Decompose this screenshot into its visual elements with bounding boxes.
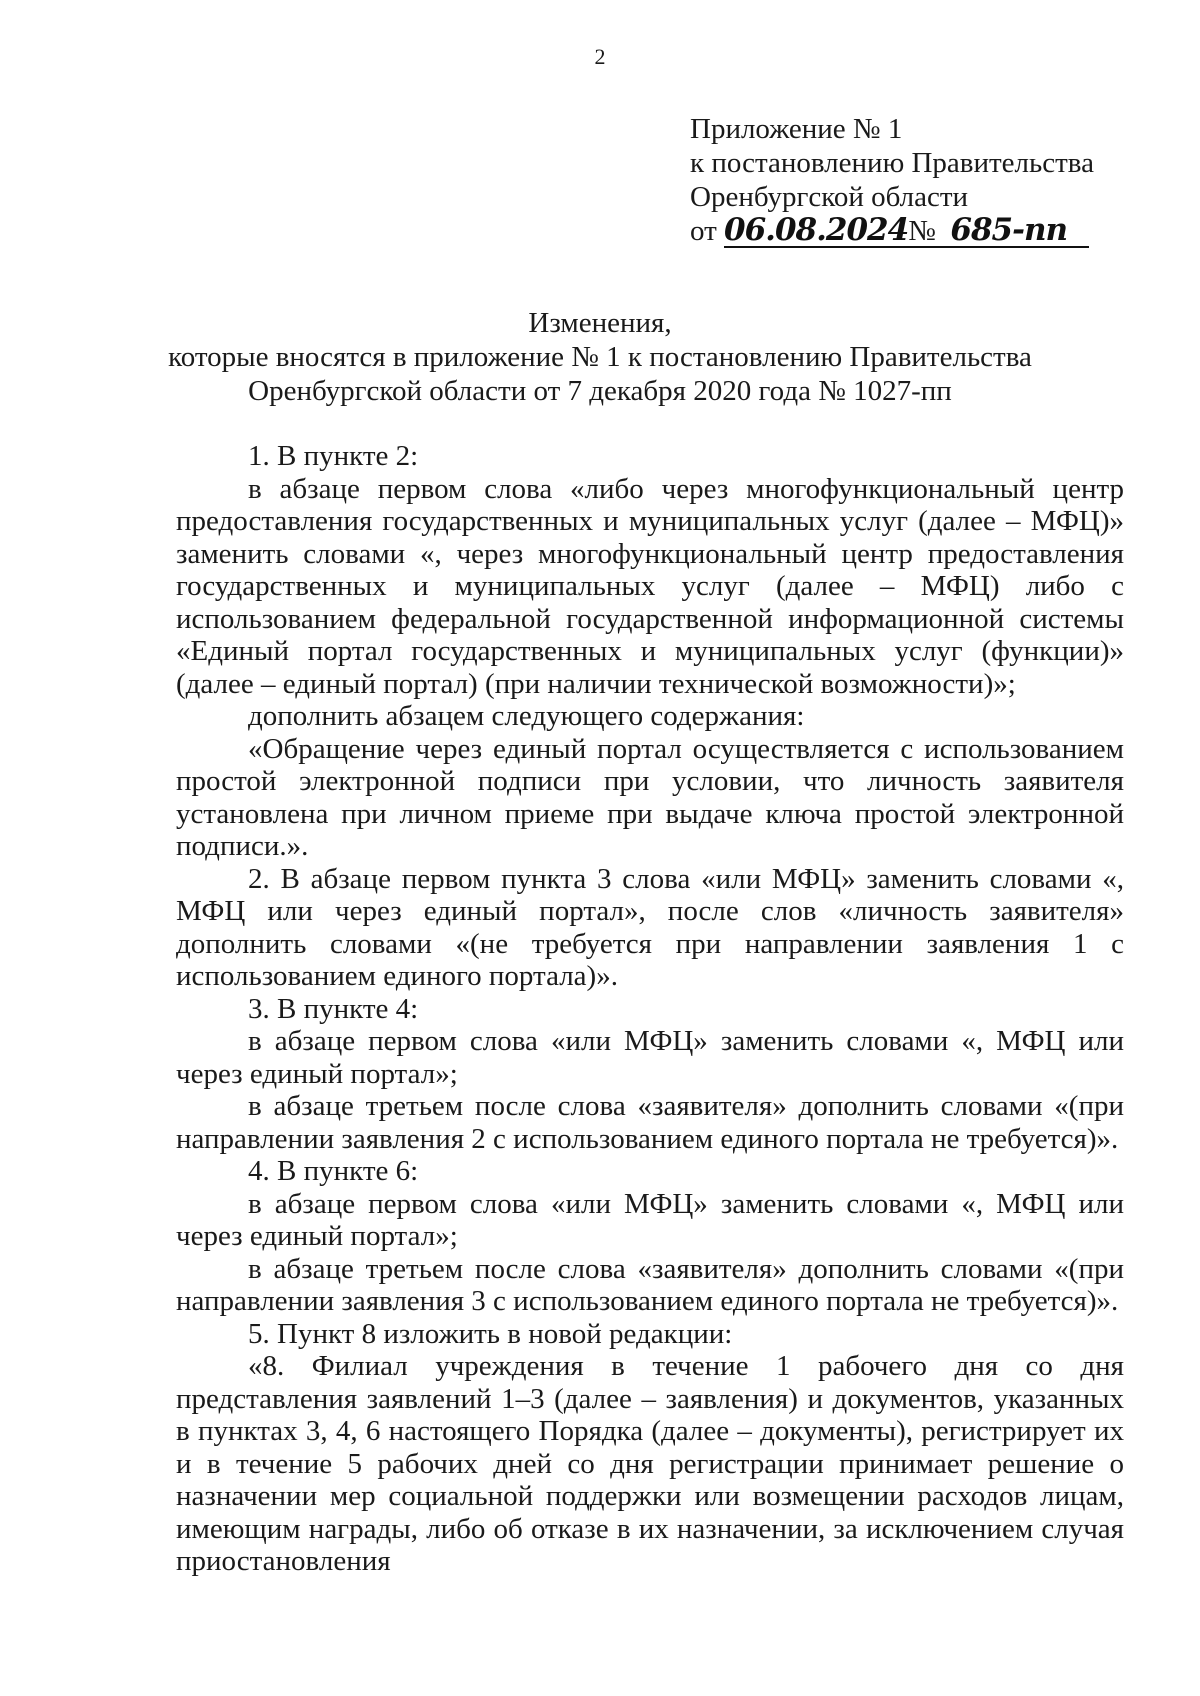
document-body xyxy=(176,440,1124,1578)
paragraph: «Обращение через единый портал осуществляется с использованием простой электронной подписи при условии, что личность заявителя установлена при личном приеме при выдаче ключа простой электронной подписи.». xyxy=(176,732,1124,862)
handwritten-date: 06.08.2024 xyxy=(724,212,909,248)
handwritten-number: 685-пп xyxy=(950,212,1068,248)
appendix-line-1: Приложение № 1 xyxy=(690,113,903,145)
paragraph: 3. В пункте 4: xyxy=(248,992,419,1025)
paragraph: 1. В пункте 2: xyxy=(248,440,419,472)
title-line-1: Изменения, xyxy=(528,307,672,339)
paragraph: дополнить абзацем следующего содержания: xyxy=(248,700,805,732)
appendix-line-2: к постановлению Правительства xyxy=(690,147,1094,179)
date-prefix: от xyxy=(690,215,717,247)
paragraph: в абзаце первом слова «либо через многофункциональный центр предоставления государственных и муниципальных услуг (далее – МФЦ)» заменить словами «, через многофункциональный центр предоставления государственных и муниципальных услуг (далее – МФЦ) либо с использованием федеральной государственной информационной системы «Единый портал государственных и муниципальных услуг (функции)» (далее – единый портал) (при наличии технической возможности)»; xyxy=(176,472,1124,700)
paragraph: в абзаце первом слова «или МФЦ» заменить словами «, МФЦ или через единый портал»; xyxy=(176,1187,1124,1252)
appendix-date-line xyxy=(690,214,1094,248)
paragraph: 4. В пункте 6: xyxy=(248,1155,419,1187)
title-line-2: которые вносятся в приложение № 1 к постановлению Правительства xyxy=(168,341,1032,373)
appendix-header xyxy=(690,112,1094,248)
document-title xyxy=(0,306,1200,408)
appendix-line-3: Оренбургской области xyxy=(690,181,969,213)
paragraph: в абзаце третьем после слова «заявителя» дополнить словами «(при направлении заявления 3 с использованием единого портала не требуется)». xyxy=(176,1252,1124,1317)
paragraph: 5. Пункт 8 изложить в новой редакции: xyxy=(248,1317,733,1350)
number-sign: № xyxy=(908,215,936,247)
paragraph: 2. В абзаце первом пункта 3 слова «или МФЦ» заменить словами «, МФЦ или через единый портал», после слов «личность заявителя» дополнить словами «(не требуется при направлении заявления 1 с использованием единого портала)». xyxy=(176,862,1124,992)
handwritten-date-field xyxy=(724,212,1089,248)
paragraph: в абзаце первом слова «или МФЦ» заменить словами «, МФЦ или через единый портал»; xyxy=(176,1025,1124,1090)
page-number: 2 xyxy=(594,44,606,69)
title-line-3: Оренбургской области от 7 декабря 2020 года № 1027-пп xyxy=(248,375,952,407)
paragraph: в абзаце третьем после слова «заявителя» дополнить словами «(при направлении заявления 2 с использованием единого портала не требуется)». xyxy=(176,1090,1124,1155)
paragraph: «8. Филиал учреждения в течение 1 рабочего дня со дня представления заявлений 1–3 (далее – заявления) и документов, указанных в пунктах 3, 4, 6 настоящего Порядка (далее – документы), регистрирует их и в течение 5 рабочих дней со дня регистрации принимает решение о назначении мер социальной поддержки или возмещении расходов лицам, имеющим награды, либо об отказе в их назначении, за исключением случая приостановления xyxy=(176,1350,1124,1577)
